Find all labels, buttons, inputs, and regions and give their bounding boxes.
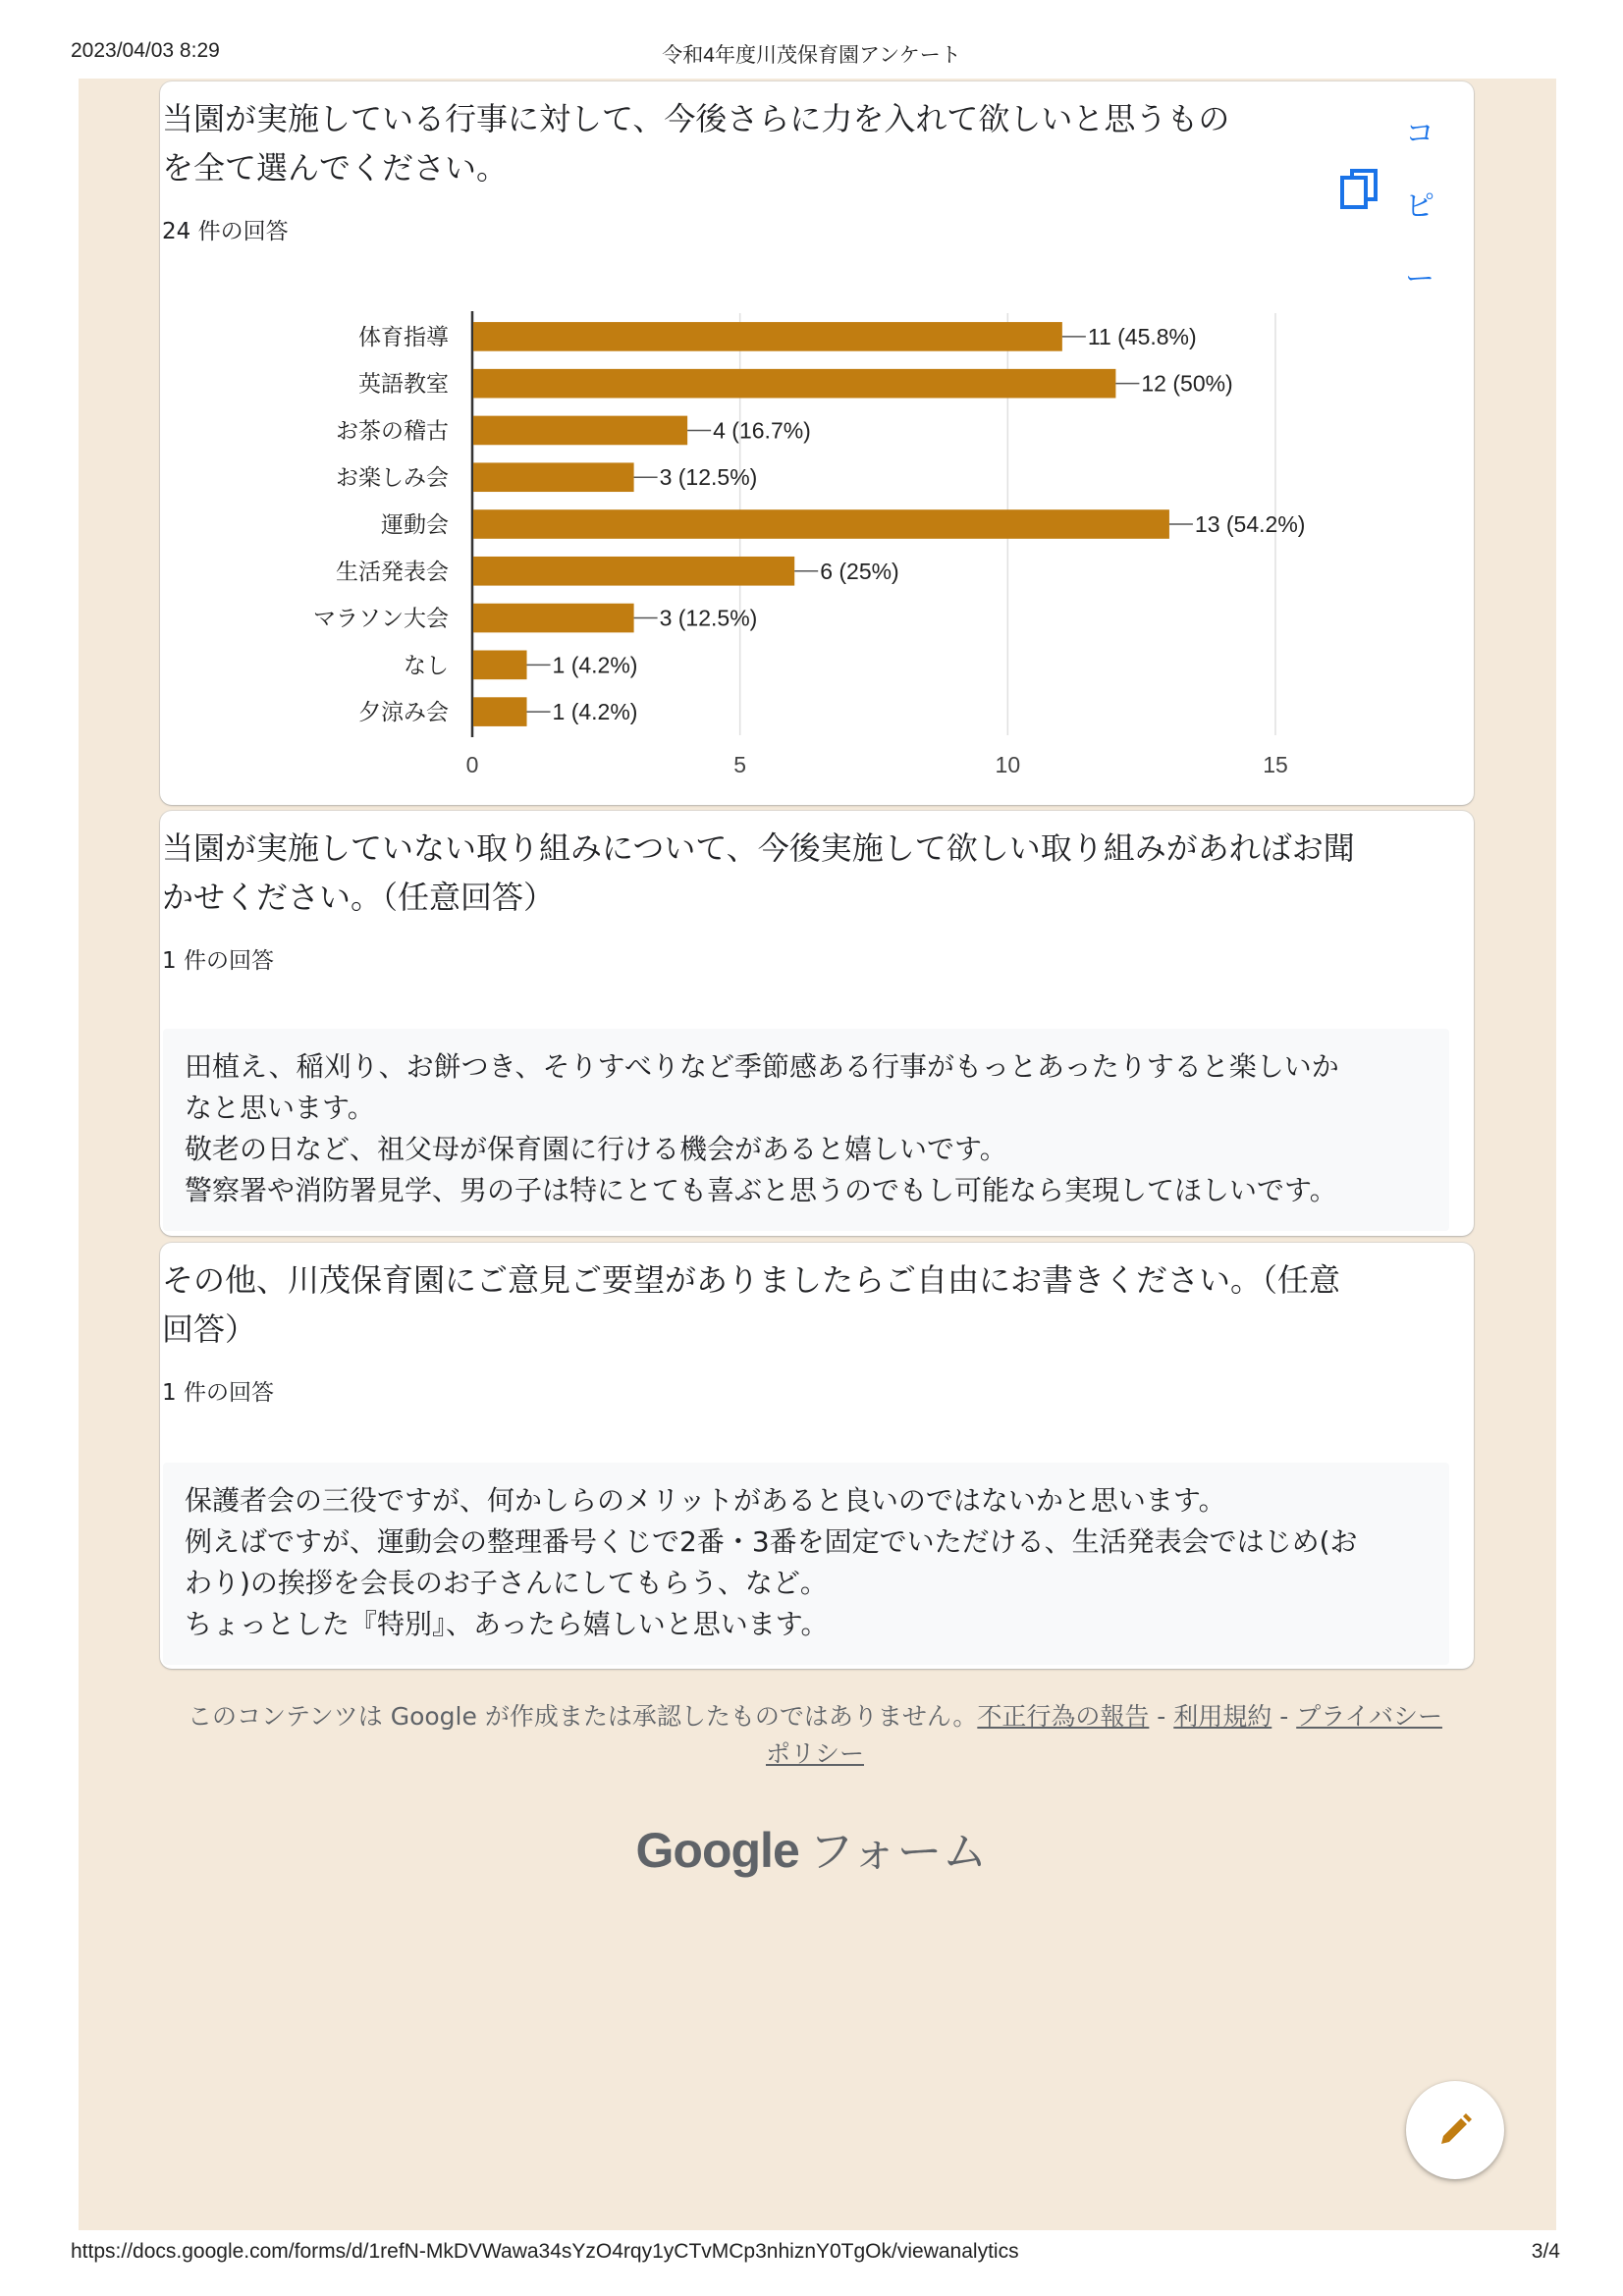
print-datetime: 2023/04/03 8:29: [71, 39, 220, 62]
print-header: [0, 35, 1623, 65]
google-forms-logo[interactable]: [0, 1816, 1623, 1881]
question-title: 当園が実施していない取り組みについて、今後実施して欲しい取り組みがあればお聞 かせください。（任意回答）: [162, 829, 1355, 916]
copy-button-label[interactable]: コ ピ ー: [1405, 117, 1434, 296]
category-label: 夕涼み会: [358, 700, 449, 726]
answer-line: なと思います。: [185, 1092, 375, 1124]
category-label: お茶の稽古: [336, 418, 449, 445]
category-label: なし: [404, 653, 449, 679]
link-separator: -: [1271, 1702, 1297, 1731]
question-card-other-comments: [160, 1243, 1474, 1669]
data-label: 4 (16.7%): [713, 417, 811, 444]
answer-line: 例えばですが、運動会の整理番号くじで2番・3番を固定でいただける、生活発表会ではじめ(お: [185, 1525, 1358, 1558]
link-separator: -: [1149, 1702, 1174, 1731]
data-label: 13 (54.2%): [1194, 511, 1306, 537]
bar-3: [473, 416, 687, 446]
question-card-events: [160, 81, 1474, 805]
answer-box: [163, 1463, 1449, 1665]
question-title: 当園が実施している行事に対して、今後さらに力を入れて欲しいと思うもの を全て選んでください。: [162, 100, 1230, 187]
print-title: 令和4年度川茂保育園アンケート: [662, 44, 961, 67]
bar-6: [473, 557, 794, 586]
category-label: 運動会: [381, 512, 449, 538]
data-label: 1 (4.2%): [552, 652, 638, 678]
response-count: 1 件の回答: [162, 1380, 274, 1406]
bar-1: [473, 322, 1062, 351]
disclaimer-text: このコンテンツは Google が作成または承認したものではありません。: [188, 1702, 978, 1731]
data-label: 6 (25%): [820, 558, 899, 584]
bar-5: [473, 509, 1169, 539]
report-abuse-link[interactable]: 不正行為の報告: [977, 1702, 1150, 1731]
question-title: その他、川茂保育園にご意見ご要望がありましたらご自由にお書きください。（任意 回答）: [162, 1261, 1341, 1348]
pencil-edit-icon: [1435, 2110, 1475, 2150]
answer-line: わり)の挨拶を会長のお子さんにしてもらう、など。: [185, 1567, 828, 1599]
answer-box: [163, 1029, 1449, 1231]
response-count: 24 件の回答: [162, 219, 289, 244]
x-tick-label: 5: [733, 752, 747, 777]
x-tick-label: 15: [1263, 752, 1288, 777]
x-tick-label: 10: [995, 752, 1021, 777]
category-label: 生活発表会: [336, 559, 449, 585]
category-label: 体育指導: [358, 324, 449, 350]
data-label: 3 (12.5%): [659, 464, 758, 491]
bar-8: [473, 651, 527, 680]
answer-line: 警察署や消防署見学、男の子は特にとても喜ぶと思うのでもし可能なら実現してほしいです。: [185, 1174, 1337, 1206]
print-url: https://docs.google.com/forms/d/1refN-MkDVWawa34sYzO4rqy1yCTvMCp3nhiznY0TgOk/viewanalytics: [71, 2240, 1019, 2263]
answer-line: 田植え、稲刈り、お餅つき、そりすべりなど季節感ある行事がもっとあったりすると楽しいか: [185, 1050, 1339, 1083]
category-label: お楽しみ会: [336, 465, 449, 492]
privacy-link[interactable]: プライバシーポリシー: [765, 1702, 1442, 1768]
x-tick-label: 0: [465, 752, 479, 777]
bar-9: [473, 697, 527, 726]
edit-fab-button[interactable]: [1406, 2081, 1504, 2179]
terms-link[interactable]: 利用規約: [1173, 1702, 1272, 1731]
data-label: 12 (50%): [1141, 370, 1233, 397]
bar-7: [473, 604, 634, 633]
answer-line: ちょっとした『特別』、あったら嬉しいと思います。: [185, 1608, 829, 1640]
google-disclaimer: [187, 1698, 1443, 1773]
category-label: 英語教室: [358, 371, 449, 398]
bar-4: [473, 462, 634, 492]
data-label: 1 (4.2%): [552, 699, 638, 725]
bar-2: [473, 369, 1115, 399]
answer-line: 保護者会の三役ですが、何かしらのメリットがあると良いのではないかと思います。: [185, 1484, 1226, 1517]
print-footer: [0, 2236, 1623, 2266]
brand-google: Google: [635, 1823, 799, 1878]
response-count: 1 件の回答: [162, 948, 274, 974]
print-page-number: 3/4: [1531, 2240, 1560, 2263]
brand-forms: フォーム: [808, 1825, 988, 1878]
answer-line: 敬老の日など、祖父母が保育園に行ける機会があると嬉しいです。: [185, 1133, 1007, 1165]
data-label: 11 (45.8%): [1087, 323, 1197, 349]
events-bar-chart: [160, 81, 1474, 805]
category-label: マラソン大会: [313, 606, 449, 632]
data-label: 3 (12.5%): [659, 605, 758, 631]
question-card-new-activities: [160, 811, 1474, 1236]
